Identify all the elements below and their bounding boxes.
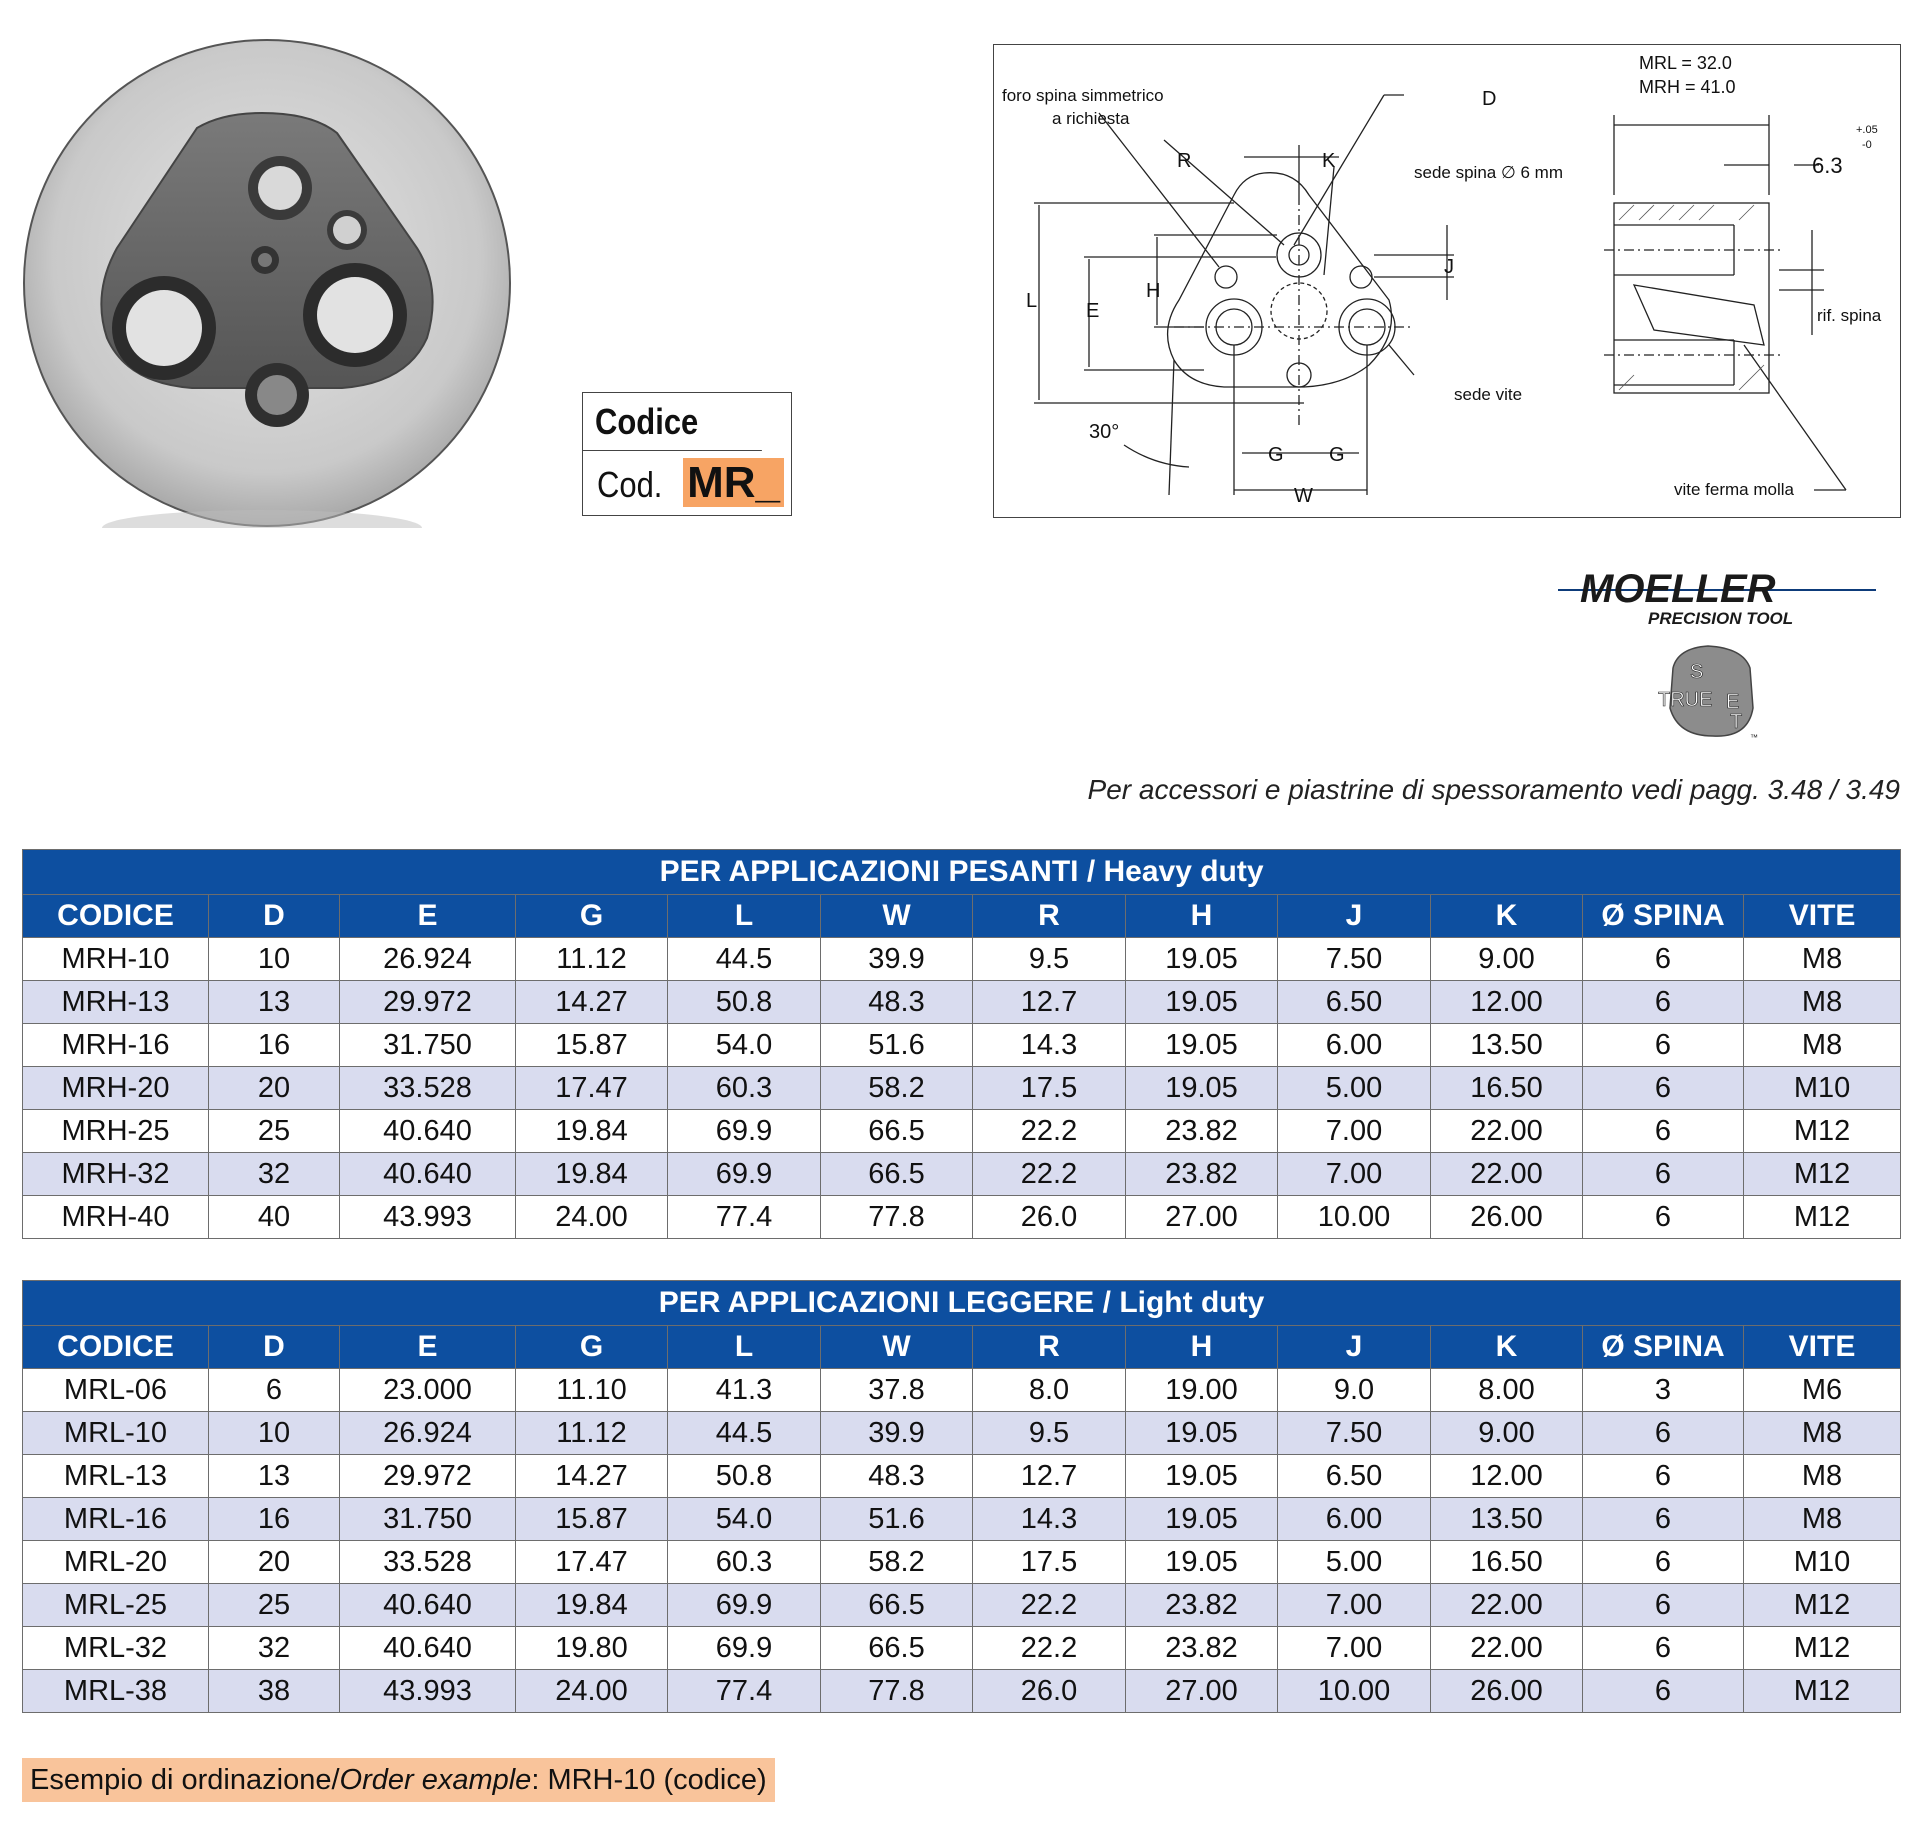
badge-true: TRUE	[1658, 689, 1713, 711]
table-cell: 22.2	[973, 1584, 1126, 1627]
table-cell: 16	[209, 1024, 340, 1067]
column-header: VITE	[1744, 1326, 1901, 1369]
table-cell: 22.00	[1431, 1627, 1583, 1670]
column-header: G	[516, 895, 668, 938]
table-cell: 12.7	[973, 981, 1126, 1024]
table-row	[23, 1369, 1901, 1412]
table-row	[23, 1110, 1901, 1153]
table-cell: 23.82	[1126, 1627, 1278, 1670]
table-cell: 6	[1583, 1627, 1744, 1670]
table-cell: M8	[1744, 1024, 1901, 1067]
table-cell: 66.5	[821, 1627, 973, 1670]
table-cell: 22.00	[1431, 1584, 1583, 1627]
table-cell: 66.5	[821, 1110, 973, 1153]
table-cell: 12.7	[973, 1455, 1126, 1498]
table-cell: 26.0	[973, 1196, 1126, 1239]
light-body	[23, 1369, 1901, 1713]
table-cell: 15.87	[516, 1498, 668, 1541]
table-row	[23, 938, 1901, 981]
table-cell: 51.6	[821, 1498, 973, 1541]
table-cell: M12	[1744, 1196, 1901, 1239]
moeller-logo	[1558, 568, 1878, 748]
table-cell: 24.00	[516, 1670, 668, 1713]
column-header: H	[1126, 1326, 1278, 1369]
label-r: R	[1177, 150, 1192, 172]
table-cell: 48.3	[821, 981, 973, 1024]
column-header: L	[668, 895, 821, 938]
column-header: D	[209, 1326, 340, 1369]
table-cell: 3	[1583, 1369, 1744, 1412]
table-cell: 43.993	[340, 1196, 516, 1239]
table-cell: MRH-40	[23, 1196, 209, 1239]
table-cell: 13	[209, 981, 340, 1024]
label-vite-ferma-molla: vite ferma molla	[1674, 480, 1794, 499]
table-cell: 40	[209, 1196, 340, 1239]
code-box-value	[583, 451, 791, 515]
table-cell: MRL-06	[23, 1369, 209, 1412]
badge-s: S	[1690, 661, 1704, 683]
table-cell: 77.8	[821, 1670, 973, 1713]
table-cell: 19.05	[1126, 1024, 1278, 1067]
table-cell: MRL-13	[23, 1455, 209, 1498]
table-cell: MRL-16	[23, 1498, 209, 1541]
column-header: Ø SPINA	[1583, 895, 1744, 938]
table-cell: 11.12	[516, 938, 668, 981]
table-cell: 12.00	[1431, 981, 1583, 1024]
table-cell: 31.750	[340, 1498, 516, 1541]
column-header: CODICE	[23, 895, 209, 938]
table-cell: 15.87	[516, 1024, 668, 1067]
label-depth: 6.3	[1812, 153, 1843, 178]
technical-drawing	[993, 44, 1901, 518]
table-cell: 6	[1583, 1153, 1744, 1196]
product-photo	[22, 38, 512, 528]
heavy-duty-table	[22, 849, 1901, 1239]
label-h: H	[1146, 280, 1161, 302]
heavy-header-row	[23, 895, 1901, 938]
label-sede-spina: sede spina ∅ 6 mm	[1414, 163, 1563, 182]
column-header: R	[973, 1326, 1126, 1369]
table-cell: 14.27	[516, 981, 668, 1024]
column-header: K	[1431, 1326, 1583, 1369]
table-cell: 9.5	[973, 938, 1126, 981]
table-cell: 10	[209, 938, 340, 981]
heavy-duty-title: PER APPLICAZIONI PESANTI / Heavy duty	[23, 850, 1901, 895]
table-cell: 48.3	[821, 1455, 973, 1498]
table-cell: 24.00	[516, 1196, 668, 1239]
table-row	[23, 1024, 1901, 1067]
label-tol-plus: +.05	[1856, 124, 1878, 136]
table-cell: 13.50	[1431, 1498, 1583, 1541]
table-cell: 69.9	[668, 1110, 821, 1153]
table-cell: 19.05	[1126, 1498, 1278, 1541]
column-header: W	[821, 895, 973, 938]
table-cell: 43.993	[340, 1670, 516, 1713]
table-cell: M6	[1744, 1369, 1901, 1412]
table-cell: 31.750	[340, 1024, 516, 1067]
table-cell: M12	[1744, 1153, 1901, 1196]
table-cell: 77.8	[821, 1196, 973, 1239]
table-cell: MRH-10	[23, 938, 209, 981]
light-header-row	[23, 1326, 1901, 1369]
code-highlight: MR_	[683, 458, 784, 507]
table-cell: 38	[209, 1670, 340, 1713]
table-cell: 16	[209, 1498, 340, 1541]
column-header: VITE	[1744, 895, 1901, 938]
table-cell: 33.528	[340, 1067, 516, 1110]
table-cell: 9.5	[973, 1412, 1126, 1455]
table-row	[23, 1498, 1901, 1541]
table-cell: 77.4	[668, 1670, 821, 1713]
table-cell: 6.50	[1278, 1455, 1431, 1498]
column-header: G	[516, 1326, 668, 1369]
table-cell: M10	[1744, 1541, 1901, 1584]
table-cell: 6.00	[1278, 1498, 1431, 1541]
label-mrl: MRL = 32.0	[1639, 53, 1732, 73]
table-cell: 6	[1583, 938, 1744, 981]
table-row	[23, 1541, 1901, 1584]
column-header: J	[1278, 895, 1431, 938]
table-cell: 6.00	[1278, 1024, 1431, 1067]
table-cell: 77.4	[668, 1196, 821, 1239]
table-row	[23, 1196, 1901, 1239]
plate-outline	[1168, 173, 1392, 387]
table-cell: 14.27	[516, 1455, 668, 1498]
table-cell: 50.8	[668, 1455, 821, 1498]
table-cell: 16.50	[1431, 1067, 1583, 1110]
table-cell: 6	[1583, 981, 1744, 1024]
table-cell: 9.00	[1431, 1412, 1583, 1455]
table-cell: 29.972	[340, 981, 516, 1024]
table-cell: 16.50	[1431, 1541, 1583, 1584]
table-cell: 22.00	[1431, 1110, 1583, 1153]
label-rif-spina: rif. spina	[1817, 306, 1882, 325]
table-cell: 6	[209, 1369, 340, 1412]
table-cell: MRH-13	[23, 981, 209, 1024]
table-cell: 23.82	[1126, 1584, 1278, 1627]
table-cell: 23.82	[1126, 1110, 1278, 1153]
table-cell: M12	[1744, 1110, 1901, 1153]
table-cell: 17.47	[516, 1067, 668, 1110]
table-cell: 20	[209, 1067, 340, 1110]
table-cell: M10	[1744, 1067, 1901, 1110]
table-cell: 11.10	[516, 1369, 668, 1412]
table-cell: 32	[209, 1153, 340, 1196]
order-example-value: : MRH-10 (codice)	[531, 1764, 767, 1796]
light-duty-table	[22, 1280, 1901, 1713]
table-cell: 60.3	[668, 1541, 821, 1584]
table-cell: 6	[1583, 1110, 1744, 1153]
table-cell: 19.05	[1126, 981, 1278, 1024]
table-row	[23, 1627, 1901, 1670]
order-example-en: Order example	[339, 1764, 532, 1796]
table-cell: M12	[1744, 1627, 1901, 1670]
table-cell: 54.0	[668, 1024, 821, 1067]
table-cell: 29.972	[340, 1455, 516, 1498]
table-cell: 5.00	[1278, 1541, 1431, 1584]
table-cell: 17.5	[973, 1541, 1126, 1584]
table-cell: 19.05	[1126, 1541, 1278, 1584]
table-cell: MRL-32	[23, 1627, 209, 1670]
label-mrh: MRH = 41.0	[1639, 77, 1736, 97]
label-e: E	[1086, 300, 1100, 322]
table-cell: 26.00	[1431, 1670, 1583, 1713]
table-cell: 19.05	[1126, 1455, 1278, 1498]
table-cell: 14.3	[973, 1498, 1126, 1541]
table-cell: 5.00	[1278, 1067, 1431, 1110]
table-cell: 40.640	[340, 1584, 516, 1627]
table-cell: 19.84	[516, 1110, 668, 1153]
table-cell: 69.9	[668, 1627, 821, 1670]
badge-e: E	[1726, 691, 1740, 713]
table-row	[23, 1153, 1901, 1196]
table-row	[23, 1412, 1901, 1455]
column-header: CODICE	[23, 1326, 209, 1369]
table-cell: M8	[1744, 1455, 1901, 1498]
table-cell: 60.3	[668, 1067, 821, 1110]
code-prefix: Cod.	[597, 464, 663, 505]
table-cell: 19.05	[1126, 938, 1278, 981]
table-cell: 22.2	[973, 1110, 1126, 1153]
table-cell: 6	[1583, 1024, 1744, 1067]
table-cell: 33.528	[340, 1541, 516, 1584]
table-cell: 39.9	[821, 1412, 973, 1455]
table-cell: 13	[209, 1455, 340, 1498]
label-w: W	[1294, 485, 1313, 507]
column-header: J	[1278, 1326, 1431, 1369]
table-cell: M8	[1744, 1498, 1901, 1541]
table-cell: 10	[209, 1412, 340, 1455]
column-header: D	[209, 895, 340, 938]
heavy-body	[23, 938, 1901, 1239]
table-cell: MRH-16	[23, 1024, 209, 1067]
table-cell: 44.5	[668, 1412, 821, 1455]
table-cell: M8	[1744, 1412, 1901, 1455]
table-cell: 39.9	[821, 938, 973, 981]
table-cell: M8	[1744, 938, 1901, 981]
label-j: J	[1444, 256, 1454, 278]
code-box	[582, 392, 792, 516]
label-k: K	[1322, 150, 1336, 172]
table-cell: MRH-25	[23, 1110, 209, 1153]
table-cell: 26.00	[1431, 1196, 1583, 1239]
label-foro-1: foro spina simmetrico	[1002, 86, 1164, 105]
label-g2: G	[1329, 444, 1345, 466]
table-cell: 9.0	[1278, 1369, 1431, 1412]
table-cell: 26.0	[973, 1670, 1126, 1713]
table-cell: 7.50	[1278, 1412, 1431, 1455]
table-cell: 51.6	[821, 1024, 973, 1067]
table-cell: 7.00	[1278, 1110, 1431, 1153]
table-cell: 10.00	[1278, 1196, 1431, 1239]
table-cell: 58.2	[821, 1067, 973, 1110]
label-angle: 30°	[1089, 421, 1120, 443]
badge-t: T	[1730, 711, 1743, 733]
table-cell: MRL-38	[23, 1670, 209, 1713]
column-header: R	[973, 895, 1126, 938]
column-header: E	[340, 1326, 516, 1369]
table-cell: 6	[1583, 1455, 1744, 1498]
table-cell: 66.5	[821, 1153, 973, 1196]
column-header: H	[1126, 895, 1278, 938]
column-header: Ø SPINA	[1583, 1326, 1744, 1369]
table-row	[23, 1455, 1901, 1498]
table-cell: 25	[209, 1584, 340, 1627]
table-row	[23, 1067, 1901, 1110]
table-cell: 10.00	[1278, 1670, 1431, 1713]
table-cell: 26.924	[340, 938, 516, 981]
order-example	[22, 1758, 775, 1802]
badge-tm: ™	[1750, 733, 1758, 742]
column-header: K	[1431, 895, 1583, 938]
order-example-it: Esempio di ordinazione/	[30, 1764, 340, 1796]
table-cell: 17.47	[516, 1541, 668, 1584]
table-cell: 66.5	[821, 1584, 973, 1627]
table-cell: 19.80	[516, 1627, 668, 1670]
table-row	[23, 1584, 1901, 1627]
table-row	[23, 981, 1901, 1024]
table-cell: MRL-25	[23, 1584, 209, 1627]
table-cell: 58.2	[821, 1541, 973, 1584]
table-cell: M12	[1744, 1670, 1901, 1713]
table-cell: 6	[1583, 1067, 1744, 1110]
table-cell: 50.8	[668, 981, 821, 1024]
table-cell: 19.05	[1126, 1412, 1278, 1455]
table-cell: 40.640	[340, 1153, 516, 1196]
table-cell: MRL-10	[23, 1412, 209, 1455]
logo-sub: PRECISION TOOL	[1648, 609, 1794, 628]
accessories-note: Per accessori e piastrine di spessoramento vedi pagg. 3.48 / 3.49	[1087, 774, 1900, 805]
label-g1: G	[1268, 444, 1284, 466]
table-cell: 40.640	[340, 1627, 516, 1670]
table-cell: 6	[1583, 1498, 1744, 1541]
table-cell: 69.9	[668, 1153, 821, 1196]
table-cell: 7.00	[1278, 1153, 1431, 1196]
table-cell: 44.5	[668, 938, 821, 981]
column-header: L	[668, 1326, 821, 1369]
table-cell: 22.2	[973, 1153, 1126, 1196]
table-row	[23, 1670, 1901, 1713]
table-cell: 19.05	[1126, 1067, 1278, 1110]
table-cell: 19.84	[516, 1584, 668, 1627]
table-cell: 6	[1583, 1196, 1744, 1239]
table-cell: 6	[1583, 1584, 1744, 1627]
table-cell: 6	[1583, 1541, 1744, 1584]
table-cell: 6.50	[1278, 981, 1431, 1024]
table-cell: 12.00	[1431, 1455, 1583, 1498]
table-cell: 40.640	[340, 1110, 516, 1153]
table-cell: 7.00	[1278, 1584, 1431, 1627]
table-cell: 41.3	[668, 1369, 821, 1412]
table-cell: 27.00	[1126, 1670, 1278, 1713]
table-cell: 9.00	[1431, 938, 1583, 981]
table-cell: 11.12	[516, 1412, 668, 1455]
table-cell: 54.0	[668, 1498, 821, 1541]
label-foro-2: a richiesta	[1052, 109, 1130, 128]
table-cell: 8.00	[1431, 1369, 1583, 1412]
drawing-canvas	[994, 45, 1899, 516]
table-cell: 19.84	[516, 1153, 668, 1196]
light-duty-title: PER APPLICAZIONI LEGGERE / Light duty	[23, 1281, 1901, 1326]
table-cell: 17.5	[973, 1067, 1126, 1110]
table-cell: 37.8	[821, 1369, 973, 1412]
table-cell: M12	[1744, 1584, 1901, 1627]
code-box-header: Codice	[583, 393, 762, 451]
logo-brand: MOELLER	[1580, 568, 1776, 611]
column-header: W	[821, 1326, 973, 1369]
table-cell: 22.2	[973, 1627, 1126, 1670]
table-cell: 13.50	[1431, 1024, 1583, 1067]
label-l: L	[1026, 290, 1038, 312]
table-cell: 6	[1583, 1412, 1744, 1455]
table-cell: 23.82	[1126, 1153, 1278, 1196]
column-header: E	[340, 895, 516, 938]
table-cell: 23.000	[340, 1369, 516, 1412]
table-cell: MRL-20	[23, 1541, 209, 1584]
table-cell: 7.50	[1278, 938, 1431, 981]
label-sede-vite: sede vite	[1454, 385, 1523, 404]
table-cell: M8	[1744, 981, 1901, 1024]
table-cell: 6	[1583, 1670, 1744, 1713]
table-cell: 26.924	[340, 1412, 516, 1455]
table-cell: MRH-20	[23, 1067, 209, 1110]
table-cell: 14.3	[973, 1024, 1126, 1067]
table-cell: 32	[209, 1627, 340, 1670]
table-cell: 8.0	[973, 1369, 1126, 1412]
table-cell: MRH-32	[23, 1153, 209, 1196]
table-cell: 7.00	[1278, 1627, 1431, 1670]
table-cell: 25	[209, 1110, 340, 1153]
table-cell: 69.9	[668, 1584, 821, 1627]
label-d: D	[1482, 88, 1497, 110]
table-cell: 22.00	[1431, 1153, 1583, 1196]
table-cell: 27.00	[1126, 1196, 1278, 1239]
table-cell: 20	[209, 1541, 340, 1584]
table-cell: 19.00	[1126, 1369, 1278, 1412]
label-tol-minus: -0	[1862, 139, 1872, 151]
